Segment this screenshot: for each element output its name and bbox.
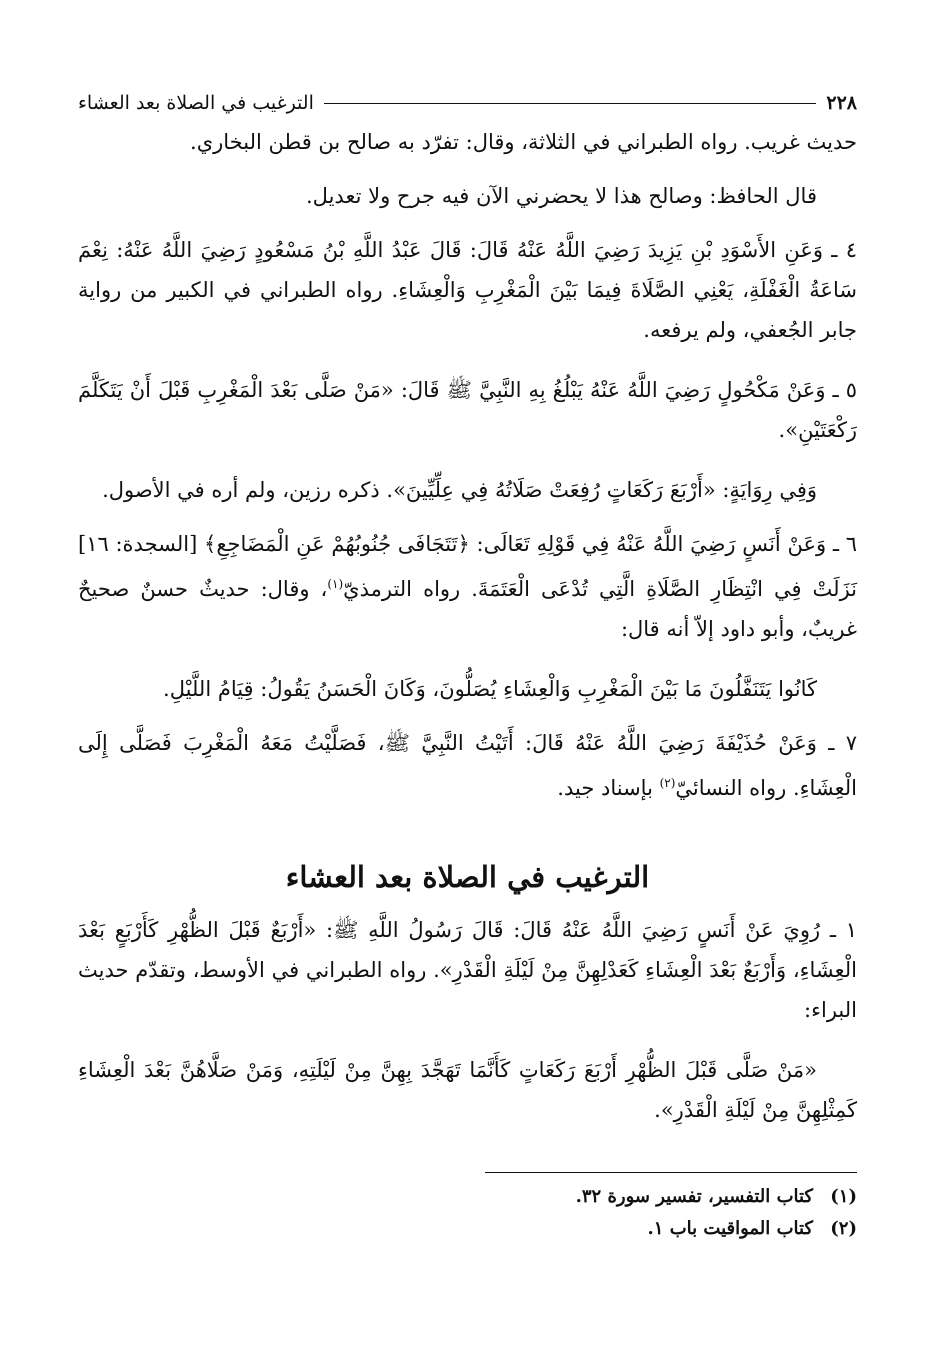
hadith-6-tail: ، وقال: حديثٌ حسنٌ صحيحٌ غريبٌ، وأبو داود إلاّ أنه قال: [78, 577, 857, 641]
footnote-2 [78, 1213, 857, 1245]
header-rule [324, 103, 817, 104]
footnote-2-number: (٢) [830, 1218, 857, 1239]
running-title: الترغيب في الصلاة بعد العشاء [78, 92, 314, 114]
hadith-4: ٤ ـ وَعَنِ الأَسْوَدِ بْنِ يَزِيدَ رَضِيَ اللَّهُ عَنْهُ قَالَ: قَالَ عَبْدُ اللَّهِ بْنُ مَسْعُودٍ رَضِيَ اللَّهُ عَنْهُ: نِعْمَ سَاعَةُ الْغَفْلَةِ، يَعْنِي الصَّلَاةَ فِيمَا بَيْنَ الْمَغْرِبِ وَالْعِشَاءِ. رواه الطبراني في الكبير من رواية جابر الجُعفي، ولم يرفعه. [78, 238, 857, 342]
hadith-5: ٥ ـ وَعَنْ مَكْحُولٍ رَضِيَ اللَّهُ عَنْهُ يَبْلُغُ بِهِ النَّبِيَّ ﷺ قَالَ: «مَنْ صَلَّى بَعْدَ الْمَغْرِبِ قَبْلَ أَنْ يَتَكَلَّمَ رَكْعَتَيْنِ». [78, 378, 857, 442]
paragraph-1: حديث غريب. رواه الطبراني في الثلاثة، وقال: تفرّد به صالح بن قطن البخاري. [190, 130, 857, 154]
running-header [78, 86, 857, 120]
hadith-6-quote: كَانُوا يَتَنَفَّلُونَ مَا بَيْنَ الْمَغْرِبِ وَالْعِشَاءِ يُصَلُّونَ، وَكَانَ الْحَسَنُ يَقُولُ: قِيَامُ اللَّيْلِ. [163, 677, 817, 701]
hadith-7-tail: بإسناد جيد. [557, 776, 660, 800]
hadith-6-text: ٦ ـ وَعَنْ أَنَسٍ رَضِيَ اللَّهُ عَنْهُ فِي قَوْلِهِ تَعَالَى: ﴿تَتَجَافَى جُنُوبُهُمْ عَنِ الْمَضَاجِعِ﴾ [السجدة: ١٦] نَزَلَتْ فِي انْتِظَارِ الصَّلَاةِ الَّتِي تُدْعَى الْعَتَمَةَ. رواه الترمذيّ [78, 532, 858, 601]
page-number: ٢٢٨ [826, 92, 857, 114]
footnote-ref-1[interactable]: (١) [327, 577, 344, 591]
hadith-5-variant: وَفِي رِوَايَةٍ: «أَرْبَعَ رَكَعَاتٍ رُفِعَتْ صَلَاتُهُ فِي عِلِّيِّينَ». ذكره رزين، ولم أره في الأصول. [102, 478, 817, 502]
section-heading: الترغيب في الصلاة بعد العشاء [285, 860, 650, 894]
footnote-1 [78, 1181, 857, 1213]
section-hadith-1-quote: «مَنْ صَلَّى قَبْلَ الظُّهْرِ أَرْبَعَ رَكَعَاتٍ كَأَنَّمَا تَهَجَّدَ بِهِنَّ مِنْ لَيْلَتِهِ، وَمَنْ صَلَّاهُنَّ بَعْدَ الْعِشَاءِ كَمِثْلِهِنَّ مِنْ لَيْلَةِ الْقَدْرِ». [78, 1058, 857, 1122]
paragraph-2: قال الحافظ: وصالح هذا لا يحضرني الآن فيه جرح ولا تعديل. [306, 184, 817, 208]
footnote-1-text: كتاب التفسير، تفسير سورة ٣٢. [575, 1186, 813, 1207]
footnote-1-number: (١) [830, 1186, 857, 1207]
section-hadith-1: ١ ـ رُوِيَ عَنْ أَنَسٍ رَضِيَ اللَّهُ عَنْهُ قَالَ: قَالَ رَسُولُ اللَّهِ ﷺ: «أَرْبَعٌ قَبْلَ الظُّهْرِ كَأَرْبَعٍ بَعْدَ الْعِشَاءِ، وَأَرْبَعٌ بَعْدَ الْعِشَاءِ كَعَدْلِهِنَّ مِنْ لَيْلَةِ الْقَدْرِ». رواه الطبراني في الأوسط، وتقدّم حديث البراء: [78, 918, 858, 1022]
footnote-2-text: كتاب المواقيت باب ١. [647, 1218, 813, 1239]
hadith-6 [78, 524, 857, 649]
footnote-ref-2[interactable]: (٢) [659, 776, 676, 790]
hadith-7-text: ٧ ـ وَعَنْ حُذَيْفَةَ رَضِيَ اللَّهُ عَنْهُ قَالَ: أَتَيْتُ النَّبِيَّ ﷺ، فَصَلَّيْتُ مَعَهُ الْمَغْرِبَ فَصَلَّى إِلَى الْعِشَاءِ. رواه النسائيّ [78, 731, 857, 800]
hadith-7 [78, 723, 857, 808]
footnote-rule [485, 1172, 857, 1173]
